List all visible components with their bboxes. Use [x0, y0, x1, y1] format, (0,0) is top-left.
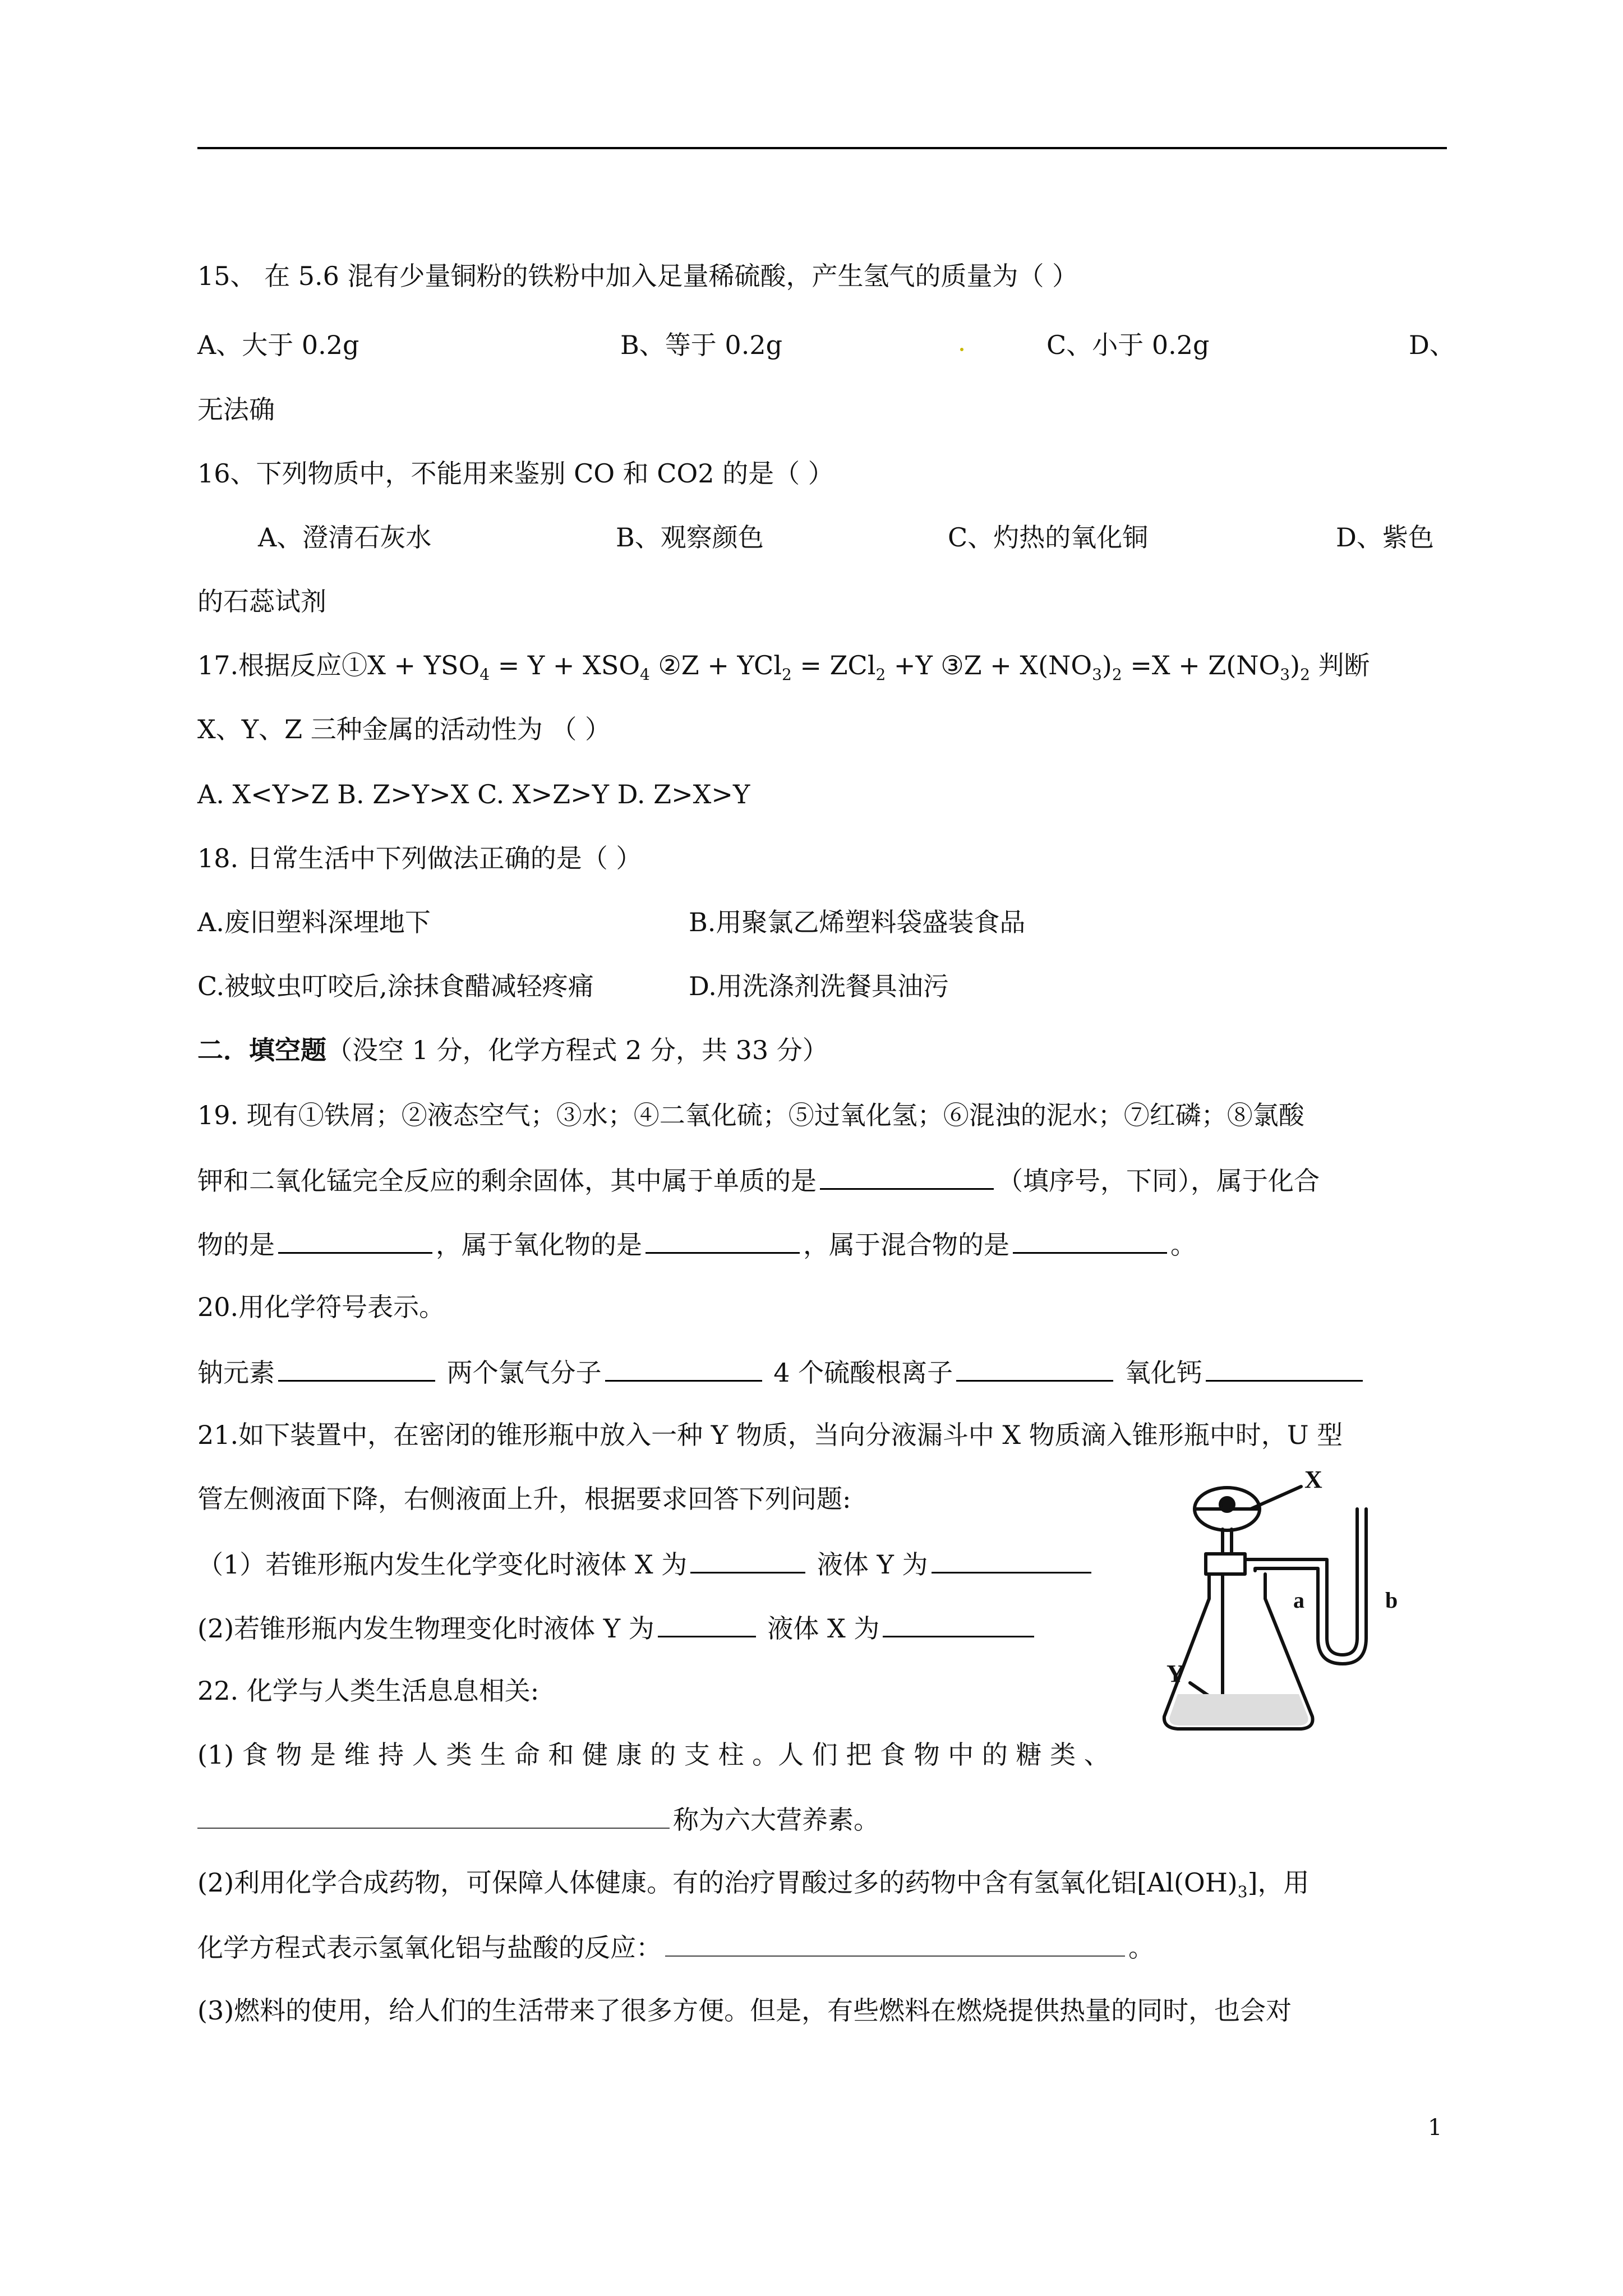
q21-sub2-b: 液体 X 为	[767, 1613, 880, 1644]
q20-item-chlorine: 两个氯气分子	[446, 1358, 602, 1388]
q22-s2-line1: (2)利用化学合成药物，可保障人体健康。有的治疗胃酸过多的药物中含有氢氧化铝$[Al(OH)_3]$，用	[197, 1867, 1310, 1902]
q19-line3-b: ，属于氧化物的是	[436, 1230, 642, 1260]
q17-question: X、Y、Z 三种金属的活动性为 （ ）	[197, 714, 611, 744]
q20-blank-sodium[interactable]	[278, 1354, 435, 1382]
q15-option-d: D、	[1409, 330, 1455, 360]
u-tube	[1245, 1509, 1357, 1655]
q15-option-a: A、大于 0.2g	[197, 330, 359, 360]
q16-option-c: C、灼热的氧化铜	[948, 522, 1149, 553]
q21-sub1-b: 液体 Y 为	[817, 1549, 928, 1580]
q21-line1: 21.如下装置中，在密闭的锥形瓶中放入一种 Y 物质，当向分液漏斗中 X 物质滴入锥形瓶中时，U 型	[197, 1420, 1343, 1450]
q21-sub1-a: （1）若锥形瓶内发生化学变化时液体 X 为	[197, 1549, 688, 1580]
q20-blank-chlorine[interactable]	[605, 1354, 762, 1382]
q22-s1-line1: (1) 食 物 是 维 持 人 类 生 命 和 健 康 的 支 柱 。人 们 把 食 物 中 的 糖 类 、	[197, 1740, 1110, 1770]
q15-option-d-cont: 无法确	[197, 394, 275, 425]
q19-line2-tail: （填序号，下同），属于化合	[997, 1166, 1320, 1196]
page-number: 1	[1428, 2115, 1442, 2141]
q22-blank-equation[interactable]	[665, 1930, 1125, 1957]
pointer-x	[1251, 1487, 1301, 1509]
section2-note: （没空 1 分，化学方程式 2 分，共 33 分）	[326, 1035, 828, 1065]
q19-blank-compounds[interactable]	[278, 1226, 432, 1254]
q22-blank-nutrients[interactable]	[197, 1802, 670, 1829]
q19-line3	[197, 1226, 1196, 1262]
q15-option-b: B、等于 0.2g	[620, 330, 783, 360]
q16-option-a: A、澄清石灰水	[258, 522, 432, 553]
q16-option-d: D、紫色	[1336, 522, 1434, 553]
header-rule	[197, 147, 1447, 149]
q21-blank-y2[interactable]	[658, 1610, 756, 1637]
q16-stem: 16、下列物质中，不能用来鉴别 CO 和 CO2 的是（ ）	[197, 458, 834, 489]
q16-option-d-cont: 的石蕊试剂	[197, 586, 326, 616]
q16-option-b: B、观察颜色	[616, 522, 764, 553]
q19-line3-c: ，属于混合物的是	[803, 1230, 1009, 1260]
q21-line2: 管左侧液面下降，右侧液面上升，根据要求回答下列问题:	[197, 1484, 851, 1514]
q18-option-c: C.被蚊虫叮咬后,涂抹食醋减轻疼痛	[197, 971, 594, 1001]
q22-stem: 22. 化学与人类生活息息相关:	[197, 1676, 540, 1706]
label-x: X	[1304, 1470, 1322, 1493]
q22-s2-line2	[197, 1930, 1154, 1964]
q15-stem: 15、 在 5.6 混有少量铜粉的铁粉中加入足量稀硫酸，产生氢气的质量为（ ）	[197, 261, 1078, 291]
q22-s1-tail: 称为六大营养素。	[673, 1805, 879, 1835]
q17-options: A. X<Y>Z B. Z>Y>X C. X>Z>Y D. Z>X>Y	[197, 779, 750, 809]
label-y: Y	[1166, 1660, 1184, 1687]
q21-blank-x2[interactable]	[883, 1610, 1034, 1637]
q20-items	[197, 1354, 1366, 1389]
q15-option-c: C、小于 0.2g	[1046, 330, 1210, 360]
q19-blank-mixtures[interactable]	[1013, 1226, 1167, 1254]
q20-item-sodium: 钠元素	[197, 1358, 275, 1388]
q19-line3-d: 。	[1170, 1230, 1196, 1260]
q21-sub2-a: (2)若锥形瓶内发生物理变化时液体 Y 为	[197, 1613, 654, 1644]
q20-blank-cao[interactable]	[1206, 1354, 1363, 1382]
q22-s3-line1: (3)燃料的使用，给人们的生活带来了很多方便。但是，有些燃料在燃烧提供热量的同时，也会对	[197, 1995, 1292, 2026]
q21-sub1	[197, 1546, 1095, 1581]
q20-stem: 20.用化学符号表示。	[197, 1292, 445, 1322]
apparatus-figure	[1161, 1470, 1453, 1750]
q18-option-a: A.废旧塑料深埋地下	[197, 907, 431, 937]
q19-blank-elements[interactable]	[820, 1162, 994, 1190]
q18-option-b: B.用聚氯乙烯塑料袋盛装食品	[689, 907, 1026, 937]
q21-sub2	[197, 1610, 1038, 1645]
q18-stem: 18. 日常生活中下列做法正确的是（ ）	[197, 843, 642, 873]
q22-s2-text: 化学方程式表示氢氧化铝与盐酸的反应：	[197, 1932, 662, 1963]
section2-heading	[197, 1033, 828, 1067]
q20-item-sulfate: 4 个硫酸根离子	[773, 1358, 953, 1388]
label-a: a	[1293, 1588, 1304, 1613]
q21-blank-x1[interactable]	[690, 1546, 805, 1573]
q20-item-cao: 氧化钙	[1124, 1358, 1202, 1388]
q19-blank-oxides[interactable]	[645, 1226, 800, 1254]
stopper	[1206, 1554, 1245, 1574]
q18-option-d: D.用洗涤剂洗餐具油污	[689, 971, 949, 1001]
q22-s1-line2	[197, 1802, 879, 1837]
q20-blank-sulfate[interactable]	[956, 1354, 1113, 1382]
q19-line3-a: 物的是	[197, 1230, 275, 1260]
q17-stem: 17.根据反应①X + $YSO_4 = Y + XSO_4$ ②Z + YCl$_2$ = ZCl$_2$ +Y ③Z + $X(NO_3)_2 =X + Z(NO_3)_2$ 判断	[197, 650, 1370, 684]
q19-line2	[197, 1162, 1320, 1198]
q19-line2-text: 钾和二氧化锰完全反应的剩余固体，其中属于单质的是	[197, 1166, 817, 1196]
label-b: b	[1385, 1588, 1398, 1613]
q19-line1: 19. 现有①铁屑；②液态空气；③水；④二氧化硫；⑤过氧化氢；⑥混浊的泥水；⑦红磷；⑧氯酸	[197, 1100, 1304, 1130]
section2-title: 二．填空题	[197, 1035, 326, 1065]
q21-blank-y1[interactable]	[932, 1546, 1091, 1573]
q22-s2-tail: 。	[1128, 1932, 1154, 1963]
stray-dot	[960, 348, 963, 351]
